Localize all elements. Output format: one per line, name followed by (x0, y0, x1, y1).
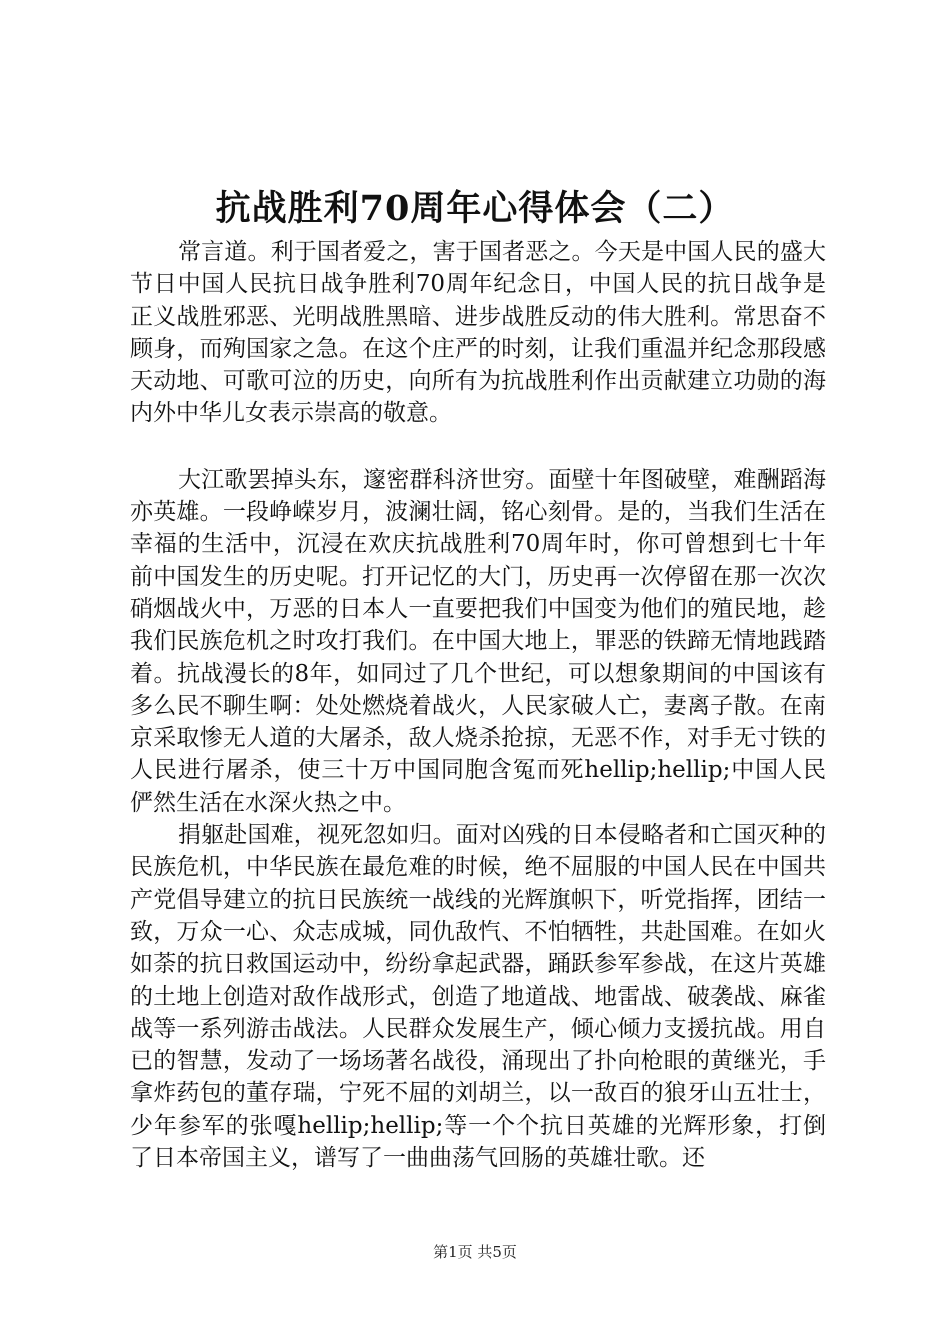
page-footer: 第1页 共5页 (433, 1243, 517, 1261)
document-body (130, 236, 826, 1174)
paragraph-3: 捐躯赴国难，视死忽如归。面对凶残的日本侵略者和亡国灭种的民族危机，中华民族在最危难的时候，绝不屈服的中国人民在中国共产党倡导建立的抗日民族统一战线的光辉旗帜下，听党指挥，团结一致，万众一心、众志成城，同仇敌忾、不怕牺牲，共赴国难。在如火如荼的抗日救国运动中，纷纷拿起武器，踊跃参军参战，在这片英雄的土地上创造对敌作战形式，创造了地道战、地雷战、破袭战、麻雀战等一系列游击战法。人民群众发展生产，倾心倾力支援抗战。用自已的智慧，发动了一场场著名战役，涌现出了扑向枪眼的黄继光，手拿炸药包的董存瑞，宁死不屈的刘胡兰，以一敌百的狼牙山五壮士，少年参军的张嘎hellip;hellip;等一个个抗日英雄的光辉形象，打倒了日本帝国主义，谱写了一曲曲荡气回肠的英雄壮歌。还 (130, 822, 826, 1172)
paragraph-2: 大江歌罢掉头东，邃密群科济世穷。面壁十年图破壁，难酬蹈海亦英雄。一段峥嵘岁月，波澜壮阔，铭心刻骨。是的，当我们生活在幸福的生活中，沉浸在欢庆抗战胜利70周年时，你可曾想到七十年前中国发生的历史呢。打开记忆的大门，历史再一次停留在那一次次硝烟战火中，万恶的日本人一直要把我们中国变为他们的殖民地，趁我们民族危机之时攻打我们。在中国大地上，罪恶的铁蹄无情地践踏着。抗战漫长的8年，如同过了几个世纪，可以想象期间的中国该有多么民不聊生啊：处处燃烧着战火，人民家破人亡，妻离子散。在南京采取惨无人道的大屠杀，敌人烧杀抢掠，无恶不作，对手无寸铁的人民进行屠杀，使三十万中国同胞含冤而死hellip;hellip;中国人民俨然生活在水深火热之中。 (130, 466, 826, 816)
paragraph-1: 常言道。利于国者爱之，害于国者恶之。今天是中国人民的盛大节日中国人民抗日战争胜利70周年纪念日，中国人民的抗日战争是正义战胜邪恶、光明战胜黑暗、进步战胜反动的伟大胜利。常思奋不顾身，而殉国家之急。在这个庄严的时刻，让我们重温并纪念那段感天动地、可歌可泣的历史，向所有为抗战胜利作出贡献建立功勋的海内外中华儿女表示崇高的敬意。 (130, 239, 826, 427)
document-title: 抗战胜利70周年心得体会（二） (215, 188, 735, 229)
paragraph-spacer (130, 430, 826, 464)
